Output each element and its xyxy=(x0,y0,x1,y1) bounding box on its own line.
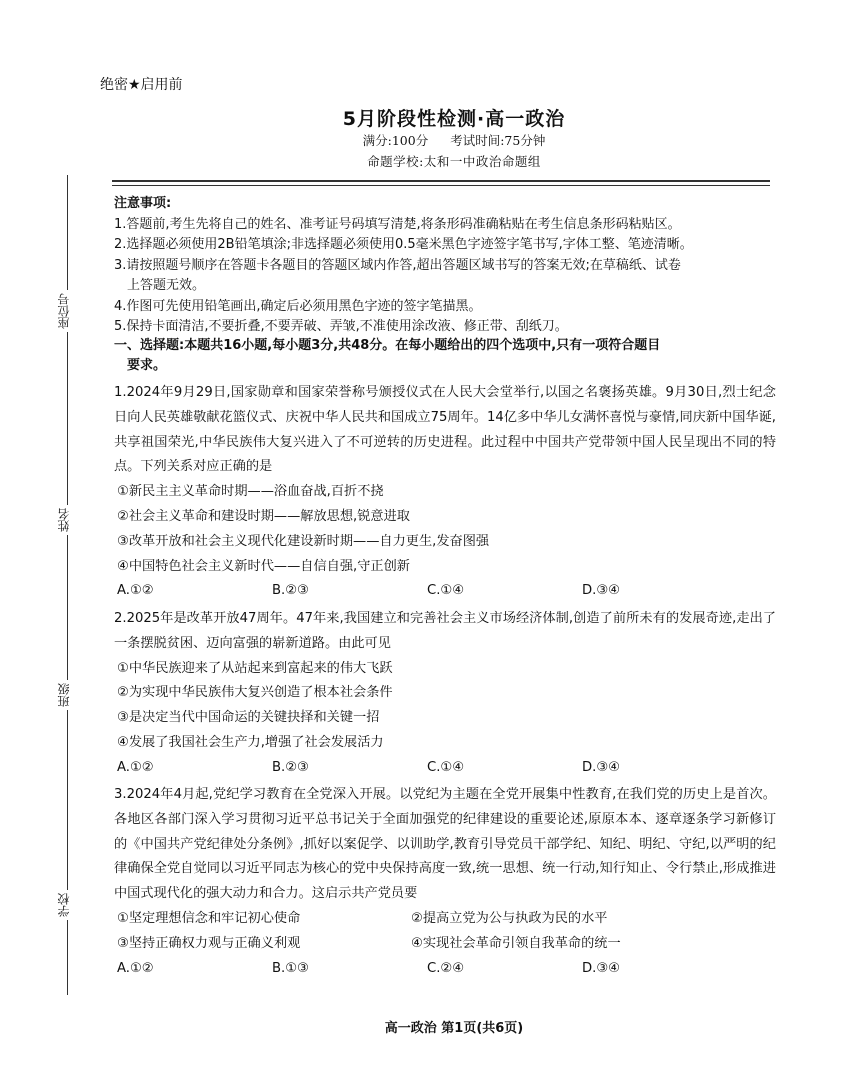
answer-choices xyxy=(114,579,776,604)
statement-option: ③是决定当代中国命运的关键抉择和关键一招 xyxy=(117,710,380,726)
school-label: 学校 xyxy=(55,890,79,920)
exam-meta xyxy=(0,131,868,149)
choice-d: D.③④ xyxy=(582,583,620,599)
choice-b: B.①③ xyxy=(272,960,309,976)
choice-a: A.①② xyxy=(117,583,154,599)
class-label: 班级 xyxy=(55,680,79,710)
choice-c: C.①④ xyxy=(427,583,465,599)
answer-choices xyxy=(114,957,776,982)
statement-option-row xyxy=(114,907,776,932)
question-stem: 2.2025年是改革开放47周年。47年来,我国建立和完善社会主义市场经济体制,创造了前所未有的发展奇迹,走出了一条摆脱贫困、迈向富强的崭新道路。由此可见 xyxy=(114,611,776,651)
question-stem: 1.2024年9月29日,国家勋章和国家荣誉称号颁授仪式在人民大会堂举行,以国之名褒扬英雄。9月30日,烈士纪念日向人民英雄敬献花篮仪式、庆祝中华人民共和国成立75周年。14亿多中华儿女满怀喜悦与豪情,同庆新中国华诞,共享祖国荣光,中华民族伟大复兴进入了不可逆转的历史进程。此过程中中国共产党带领中国人民呈现出不同的特点。下列关系对应正确的是 xyxy=(114,385,776,475)
statement-option: ①新民主主义革命时期——浴血奋战,百折不挠 xyxy=(117,484,384,500)
statement-option: ①坚定理想信念和牢记初心使命 xyxy=(117,910,301,926)
answer-choices xyxy=(114,756,776,781)
choice-a: A.①② xyxy=(117,759,154,775)
question-stem: 3.2024年4月起,党纪学习教育在全党深入开展。以党纪为主题在全党开展集中性教育,在我们党的历史上是首次。各地区各部门深入学习贯彻习近平总书记关于全面加强党的纪律建设的重要论述,原原本本、逐章逐条学习新修订的《中国共产党纪律处分条例》,抓好以案促学、以训助学,教育引导党员干部学纪、知纪、明纪、守纪,以严明的纪律确保全党自觉同以习近平同志为核心的党中央保持高度一致,统一思想、统一行动,知行知止、令行禁止,形成推进中国式现代化的强大动力和合力。这启示共产党员要 xyxy=(114,787,776,902)
choice-d: D.③④ xyxy=(582,960,620,976)
note-item: 2.选择题必须使用2B铅笔填涂;非选择题必须使用0.5毫米黑色字迹签字笔书写,字体工整、笔迹清晰。 xyxy=(114,237,693,252)
statement-option: ③坚持正确权力观与正确义利观 xyxy=(117,935,301,951)
note-item: 1.答题前,考生先将自己的姓名、准考证号码填写清楚,将条形码准确粘贴在考生信息条形码粘贴区。 xyxy=(114,216,681,232)
statement-option-row xyxy=(114,932,776,957)
note-item: 3.请按照题号顺序在答题卡各题目的答题区域内作答,超出答题区域书写的答案无效;在草稿纸、试卷 xyxy=(114,257,681,273)
header-rule-thick xyxy=(112,180,770,182)
statement-option: ④中国特色社会主义新时代——自信自强,守正创新 xyxy=(117,558,410,574)
choice-b: B.②③ xyxy=(272,583,309,599)
note-item: 5.保持卡面清洁,不要折叠,不要弄破、弄皱,不准使用涂改液、修正带、刮纸刀。 xyxy=(114,319,568,334)
question-1 xyxy=(114,381,776,604)
exam-time: 考试时间:75分钟 xyxy=(450,133,546,148)
header-rule-thin xyxy=(112,185,770,186)
statement-option: ④发展了我国社会生产力,增强了社会发展活力 xyxy=(117,734,384,750)
name-label: 姓名 xyxy=(55,505,79,535)
question-3 xyxy=(114,783,776,981)
statement-option: ①中华民族迎来了从站起来到富起来的伟大飞跃 xyxy=(117,660,393,676)
section-heading-line: 一、选择题:本题共16小题,每小题3分,共48分。在每小题给出的四个选项中,只有一项符合题目 xyxy=(114,338,661,353)
exam-notes xyxy=(114,194,774,338)
full-score: 满分:100分 xyxy=(362,133,429,148)
page-footer: 高一政治 第1页(共6页) xyxy=(384,1021,524,1036)
statement-option: ②提高立党为公与执政为民的水平 xyxy=(411,910,608,926)
section-heading xyxy=(114,336,776,376)
note-item: 4.作图可先使用铅笔画出,确定后必须用黑色字迹的签字笔描黑。 xyxy=(114,298,482,314)
choice-d: D.③④ xyxy=(582,759,620,775)
choice-b: B.②③ xyxy=(272,759,309,775)
choice-c: C.②④ xyxy=(427,960,465,976)
question-2 xyxy=(114,607,776,781)
choice-c: C.①④ xyxy=(427,759,465,775)
statement-option: ③改革开放和社会主义现代化建设新时期——自力更生,发奋图强 xyxy=(117,533,490,549)
note-item-continued: 上答题无效。 xyxy=(127,278,206,293)
secret-label: 绝密★启用前 xyxy=(100,77,183,93)
choice-a: A.①② xyxy=(117,960,154,976)
section-heading-line: 要求。 xyxy=(127,358,167,373)
statement-option: ②社会主义革命和建设时期——解放思想,锐意进取 xyxy=(117,508,410,524)
question-setter: 命题学校:太和一中政治命题组 xyxy=(367,154,541,169)
statement-option: ④实现社会革命引领自我革命的统一 xyxy=(411,935,621,951)
notes-heading: 注意事项: xyxy=(114,196,172,211)
exam-title: 5月阶段性检测·高一政治 xyxy=(342,108,566,130)
statement-option: ②为实现中华民族伟大复兴创造了根本社会条件 xyxy=(117,685,393,701)
seat-number-label: 座位号 xyxy=(55,290,79,332)
